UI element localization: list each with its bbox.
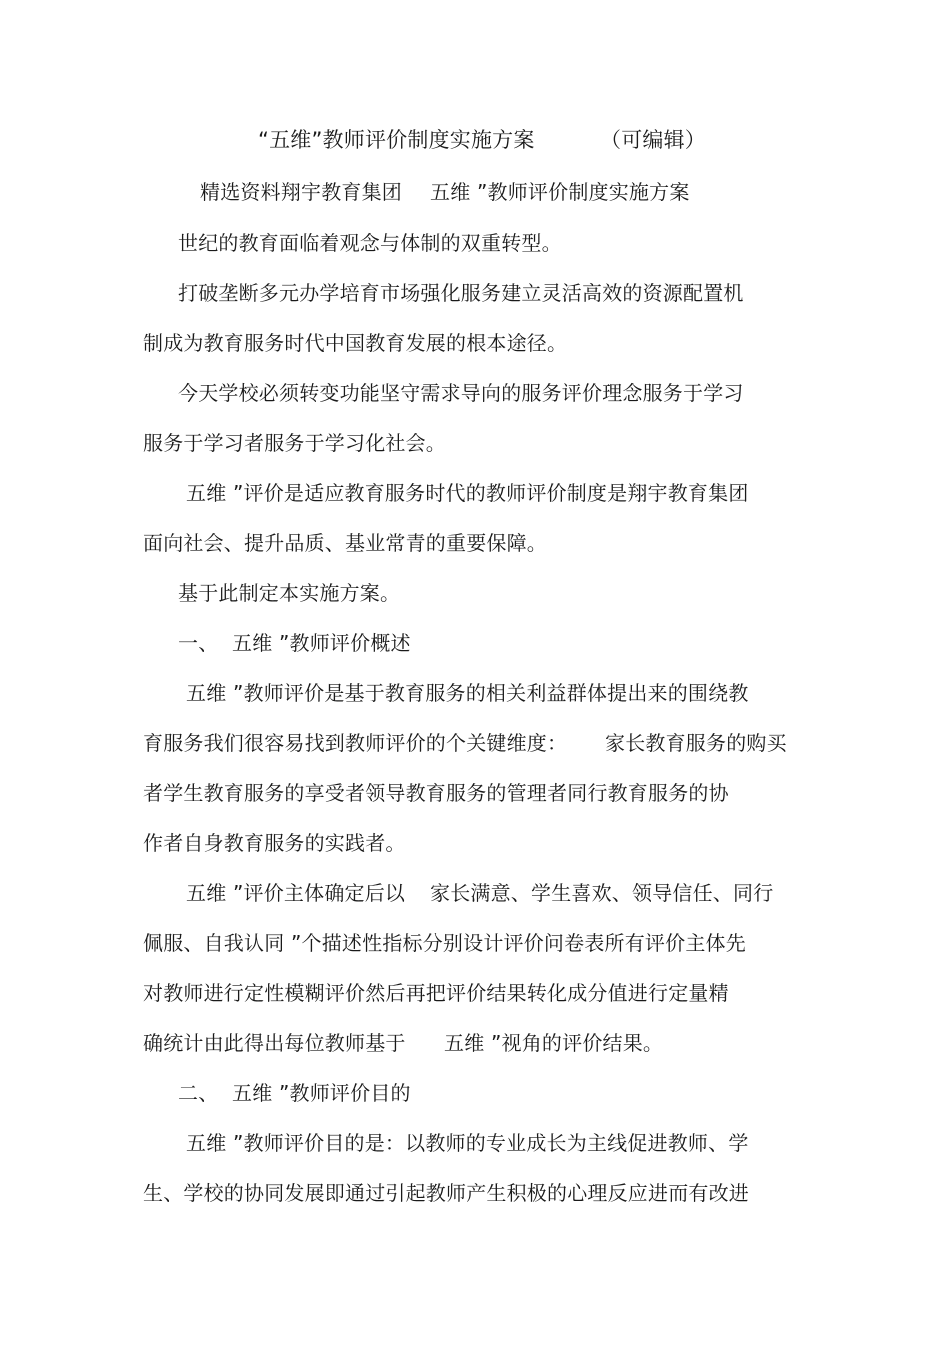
paragraph-line: 今天学校必须转变功能坚守需求导向的服务评价理念服务于学习 [178, 381, 744, 405]
paragraph-line: 打破垄断多元办学培育市场强化服务建立灵活高效的资源配置机 [178, 281, 744, 305]
paragraph-line: 五维 ”教师评价是基于教育服务的相关利益群体提出来的围绕教 [186, 681, 749, 705]
paragraph-line: 服务于学习者服务于学习化社会。 [143, 431, 446, 455]
document-title: “五维”教师评价制度实施方案 [258, 128, 535, 152]
paragraph-line: 确统计由此得出每位教师基于 [143, 1031, 406, 1055]
section-heading: 五维 ”教师评价目的 [232, 1081, 411, 1105]
paragraph-line: 家长满意、学生喜欢、领导信任、同行 [430, 881, 774, 905]
section-number: 一、 [178, 631, 219, 655]
section-number: 二、 [178, 1081, 219, 1105]
paragraph-line: 作者自身教育服务的实践者。 [143, 831, 406, 855]
paragraph-line: 家长教育服务的购买 [605, 731, 787, 755]
section-heading: 五维 ”教师评价概述 [232, 631, 411, 655]
document-subtitle-name: 五维 ”教师评价制度实施方案 [430, 180, 690, 204]
document-title-suffix: （可编辑） [600, 128, 706, 152]
paragraph-line: 五维 ”视角的评价结果。 [444, 1031, 664, 1055]
paragraph-line: 制成为教育服务时代中国教育发展的根本途径。 [143, 331, 568, 355]
document-subtitle-source: 精选资料翔宇教育集团 [200, 180, 402, 204]
paragraph-line: 面向社会、提升品质、基业常青的重要保障。 [143, 531, 547, 555]
paragraph-line: 五维 ”教师评价目的是：以教师的专业成长为主线促进教师、学 [186, 1131, 749, 1155]
paragraph-line: 对教师进行定性模糊评价然后再把评价结果转化成分值进行定量精 [143, 981, 729, 1005]
paragraph-line: 育服务我们很容易找到教师评价的个关键维度： [143, 731, 568, 755]
paragraph-line: 基于此制定本实施方案。 [178, 581, 401, 605]
paragraph-line: 佩服、自我认同 ”个描述性指标分别设计评价问卷表所有评价主体先 [143, 931, 746, 955]
paragraph-line: 五维 ”评价主体确定后以 [186, 881, 406, 905]
paragraph-line: 世纪的教育面临着观念与体制的双重转型。 [178, 231, 562, 255]
paragraph-line: 五维 ”评价是适应教育服务时代的教师评价制度是翔宇教育集团 [186, 481, 749, 505]
paragraph-line: 者学生教育服务的享受者领导教育服务的管理者同行教育服务的协 [143, 781, 729, 805]
paragraph-line: 生、学校的协同发展即通过引起教师产生积极的心理反应进而有改进 [143, 1181, 749, 1205]
